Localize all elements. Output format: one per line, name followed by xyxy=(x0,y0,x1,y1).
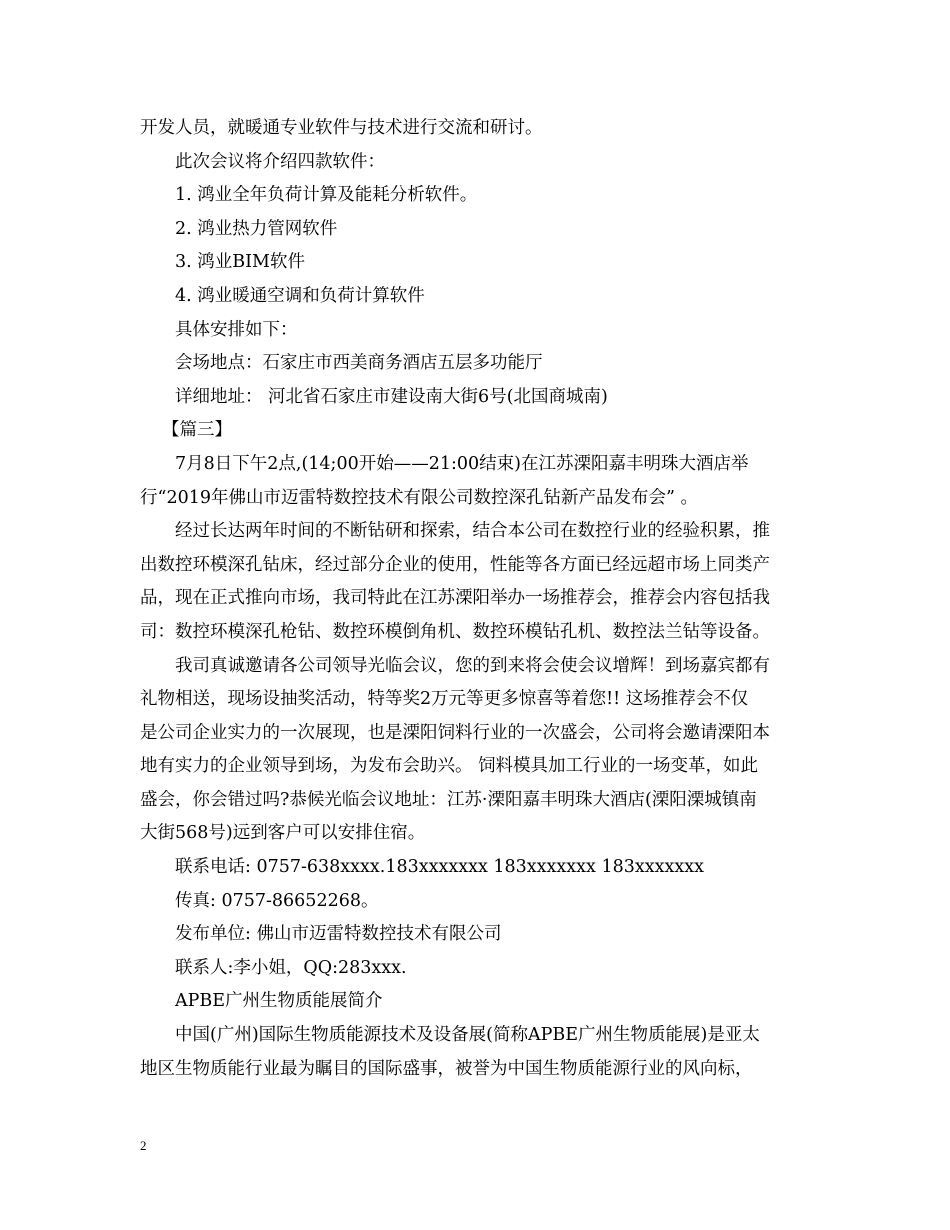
text-line: 联系人:李小姐，QQ:283xxx. xyxy=(175,957,407,978)
text-line: 1. 鸿业全年负荷计算及能耗分析软件。 xyxy=(175,185,478,206)
text-line: 盛会，你会错过吗?恭候光临会议地址：江苏·溧阳嘉丰明珠大酒店(溧阳溧城镇南 xyxy=(140,789,757,810)
text-line: 此次会议将介绍四款软件： xyxy=(175,151,385,172)
document-body xyxy=(140,112,820,1086)
text-line: 品，现在正式推向市场，我司特此在江苏溧阳举办一场推荐会，推荐会内容包括我 xyxy=(140,588,770,609)
text-line: 发布单位: 佛山市迈雷特数控技术有限公司 xyxy=(175,924,502,945)
text-line: 具体安排如下： xyxy=(175,319,298,340)
text-line: 地区生物质能行业最为瞩目的国际盛事，被誉为中国生物质能源行业的风向标， xyxy=(140,1058,753,1079)
text-line: 经过长达两年时间的不断钻研和探索，结合本公司在数控行业的经验积累，推 xyxy=(175,521,770,542)
text-line: 传真: 0757-86652268。 xyxy=(175,890,379,911)
text-line: 详细地址： 河北省石家庄市建设南大街6号(北国商城南) xyxy=(175,386,608,407)
text-line: 开发人员，就暖通专业软件与技术进行交流和研讨。 xyxy=(140,118,543,138)
text-line: 2. 鸿业热力管网软件 xyxy=(175,218,338,239)
text-line: APBE广州生物质能展简介 xyxy=(175,991,383,1012)
text-line: 礼物相送，现场设抽奖活动，特等奖2万元等更多惊喜等着您!! 这场推荐会不仅 xyxy=(140,689,749,710)
text-line: 出数控环模深孔钻床，经过部分企业的使用，性能等各方面已经远超市场上同类产 xyxy=(140,554,770,575)
text-line: 3. 鸿业BIM软件 xyxy=(175,252,305,273)
text-line: 4. 鸿业暖通空调和负荷计算软件 xyxy=(175,285,425,306)
text-line: 联系电话: 0757-638xxxx.183xxxxxxx 183xxxxxxx 183xxxxxxx xyxy=(175,857,704,878)
page-number: 2 xyxy=(140,1138,147,1153)
text-line: 司：数控环模深孔枪钻、数控环模倒角机、数控环模钻孔机、数控法兰钻等设备。 xyxy=(140,621,770,642)
text-line: 中国(广州)国际生物质能源技术及设备展(简称APBE广州生物质能展)是亚太 xyxy=(175,1025,760,1046)
text-line: 我司真诚邀请各公司领导光临会议，您的到来将会使会议增辉！到场嘉宾都有 xyxy=(175,655,770,676)
text-line: 7月8日下午2点,(14;00开始——21:00结束)在江苏溧阳嘉丰明珠大酒店举 xyxy=(175,453,749,474)
section-heading: 【篇三】 xyxy=(162,420,232,441)
text-line: 地有实力的企业领导到场，为发布会助兴。 饲料模具加工行业的一场变革，如此 xyxy=(140,756,759,777)
text-line: 大街568号)远到客户可以安排住宿。 xyxy=(140,823,426,844)
text-line: 是公司企业实力的一次展现，也是溧阳饲料行业的一次盛会，公司将会邀请溧阳本 xyxy=(140,722,770,743)
text-line: 会场地点：石家庄市西美商务酒店五层多功能厅 xyxy=(175,353,543,374)
text-line: 行“2019年佛山市迈雷特数控技术有限公司数控深孔钻新产品发布会” 。 xyxy=(140,487,698,508)
